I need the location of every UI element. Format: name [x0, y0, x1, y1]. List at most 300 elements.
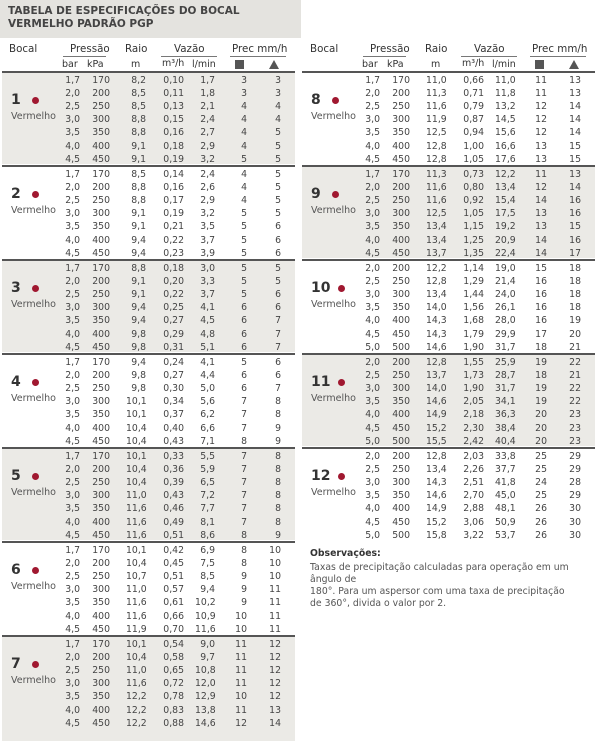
table-cell: 4,0 — [365, 503, 380, 515]
table-cell: 8 — [275, 451, 281, 462]
table-cell: 12,2 — [126, 717, 147, 729]
table-cell: 28,0 — [495, 315, 516, 327]
table-row — [2, 87, 295, 100]
table-row — [2, 529, 295, 542]
table-cell: 2,5 — [365, 464, 380, 476]
table-cell: 2,0 — [65, 182, 80, 194]
nozzle-color-label: Vermelho — [311, 205, 356, 216]
table-cell: 12 — [535, 101, 547, 113]
table-cell: 4,5 — [65, 435, 80, 447]
table-row — [2, 395, 295, 408]
table-cell: 7 — [241, 451, 247, 462]
table-cell: 16,6 — [495, 140, 516, 152]
table-cell: 1,90 — [463, 383, 484, 395]
table-cell: 0,45 — [163, 558, 184, 570]
table-cell: 11,0 — [495, 75, 516, 86]
table-cell: 250 — [392, 101, 410, 113]
table-row — [2, 126, 295, 139]
table-cell: 11,6 — [126, 529, 147, 541]
table-cell: 0,27 — [163, 315, 184, 327]
table-cell: 250 — [92, 195, 110, 207]
table-cell: 250 — [92, 665, 110, 677]
table-cell: 7 — [241, 477, 247, 489]
table-row — [2, 489, 295, 502]
table-cell: 4,0 — [365, 315, 380, 327]
header-bocal-left: Bocal — [9, 43, 38, 55]
table-cell: 0,17 — [163, 195, 184, 207]
block-divider — [2, 259, 295, 261]
table-cell: 250 — [92, 477, 110, 489]
table-cell: 3,0 — [65, 490, 80, 502]
table-cell: 0,78 — [163, 691, 184, 703]
table-cell: 200 — [92, 652, 110, 664]
table-row — [2, 544, 295, 557]
table-cell: 26,1 — [495, 302, 516, 314]
table-cell: 2,5 — [365, 370, 380, 382]
table-cell: 18 — [535, 341, 547, 353]
table-cell: 11 — [269, 597, 281, 609]
table-cell: 5,6 — [200, 396, 215, 408]
table-cell: 3,9 — [200, 247, 215, 259]
table-cell: 1,14 — [463, 263, 484, 274]
table-cell: 3,22 — [463, 529, 484, 541]
table-cell: 4,0 — [65, 516, 80, 528]
table-cell: 2,9 — [200, 195, 215, 207]
table-cell: 9,4 — [131, 357, 146, 368]
table-cell: 450 — [92, 153, 110, 165]
table-row — [302, 207, 595, 220]
table-cell: 16 — [569, 234, 581, 246]
table-cell: 20 — [569, 328, 581, 340]
table-cell: 4,0 — [65, 704, 80, 716]
table-cell: 12 — [269, 678, 281, 690]
table-cell: 13,4 — [495, 182, 516, 194]
table-cell: 29 — [569, 490, 581, 502]
table-cell: 0,33 — [163, 451, 184, 462]
table-cell: 19 — [535, 357, 547, 368]
table-cell: 5 — [241, 357, 247, 368]
table-row — [2, 369, 295, 382]
table-cell: 11,6 — [195, 623, 216, 635]
table-cell: 50,9 — [495, 516, 516, 528]
table-cell: 5 — [241, 153, 247, 165]
table-cell: 300 — [92, 396, 110, 408]
table-cell: 4,0 — [65, 328, 80, 340]
table-cell: 8 — [241, 545, 247, 556]
table-cell: 4 — [275, 114, 281, 126]
table-cell: 14,6 — [426, 341, 447, 353]
table-row — [2, 356, 295, 369]
table-cell: 3,0 — [65, 678, 80, 690]
table-cell: 4,0 — [65, 610, 80, 622]
table-cell: 4,0 — [365, 409, 380, 421]
nozzle-number: 7 — [11, 656, 21, 672]
table-cell: 3,2 — [200, 208, 215, 220]
table-row — [2, 422, 295, 435]
table-cell: 0,73 — [463, 169, 484, 180]
table-cell: 12,2 — [126, 704, 147, 716]
table-cell: 3,0 — [365, 383, 380, 395]
table-cell: 7,1 — [200, 435, 215, 447]
table-cell: 11 — [235, 652, 247, 664]
table-row — [302, 181, 595, 194]
table-cell: 4,5 — [65, 717, 80, 729]
table-cell: 7 — [241, 422, 247, 434]
table-row — [302, 220, 595, 233]
table-cell: 1,7 — [65, 545, 80, 556]
header-bocal-right: Bocal — [310, 43, 339, 55]
table-cell: 2,51 — [463, 477, 484, 489]
table-cell: 12 — [535, 114, 547, 126]
table-cell: 14,3 — [426, 477, 447, 489]
table-row — [2, 301, 295, 314]
table-cell: 18 — [569, 302, 581, 314]
table-cell: 10,1 — [126, 639, 147, 650]
table-cell: 8,5 — [131, 169, 146, 180]
table-cell: 8,2 — [131, 75, 146, 86]
table-cell: 20 — [535, 422, 547, 434]
table-cell: 16 — [535, 276, 547, 288]
table-row — [2, 502, 295, 515]
table-cell: 4 — [241, 182, 247, 194]
table-cell: 0,43 — [163, 435, 184, 447]
table-row — [2, 140, 295, 153]
table-row — [2, 596, 295, 609]
table-cell: 0,58 — [163, 652, 184, 664]
vazao-underline-right — [461, 56, 517, 57]
block-divider — [2, 165, 295, 167]
table-row — [302, 450, 595, 463]
table-cell: 26 — [535, 529, 547, 541]
table-cell: 400 — [392, 140, 410, 152]
table-cell: 350 — [92, 597, 110, 609]
table-cell: 0,36 — [163, 464, 184, 476]
table-cell: 3,5 — [365, 396, 380, 408]
triangle-pattern-icon — [569, 60, 579, 69]
table-cell: 6 — [275, 247, 281, 259]
table-cell: 200 — [392, 451, 410, 462]
nozzle-block — [302, 259, 595, 352]
table-cell: 14 — [569, 101, 581, 113]
table-cell: 200 — [92, 276, 110, 288]
table-cell: 6 — [241, 383, 247, 395]
header-lmin-right: l/min — [492, 59, 516, 70]
table-cell: 14,9 — [426, 503, 447, 515]
table-row — [2, 153, 295, 166]
table-cell: 3,5 — [65, 691, 80, 703]
table-cell: 4,0 — [365, 140, 380, 152]
table-cell: 450 — [92, 435, 110, 447]
table-cell: 7 — [275, 383, 281, 395]
table-cell: 400 — [92, 234, 110, 246]
table-cell: 0,66 — [463, 75, 484, 86]
table-cell: 350 — [392, 127, 410, 139]
table-row — [302, 113, 595, 126]
nozzle-number: 3 — [11, 280, 21, 296]
table-cell: 2,0 — [65, 88, 80, 100]
table-row — [2, 288, 295, 301]
table-cell: 11 — [235, 665, 247, 677]
table-cell: 13,7 — [426, 370, 447, 382]
table-cell: 0,49 — [163, 516, 184, 528]
table-cell: 11,9 — [126, 623, 147, 635]
table-cell: 5 — [241, 289, 247, 301]
table-cell: 30 — [569, 503, 581, 515]
nozzle-number: 9 — [311, 186, 321, 202]
table-cell: 9,8 — [131, 370, 146, 382]
table-cell: 12,8 — [426, 153, 447, 165]
table-cell: 4,8 — [200, 328, 215, 340]
header-vazao-right: Vazão — [474, 43, 505, 55]
table-cell: 9 — [241, 597, 247, 609]
table-cell: 3 — [275, 75, 281, 86]
nozzle-block — [2, 71, 295, 164]
table-row — [2, 275, 295, 288]
table-cell: 9,1 — [131, 289, 146, 301]
table-cell: 0,94 — [463, 127, 484, 139]
table-cell: 300 — [92, 584, 110, 596]
table-cell: 11,3 — [426, 88, 447, 100]
pressao-underline-left — [63, 56, 106, 57]
table-cell: 19 — [535, 383, 547, 395]
table-cell: 20 — [535, 409, 547, 421]
table-cell: 11,6 — [126, 503, 147, 515]
table-cell: 3,5 — [65, 409, 80, 421]
table-cell: 11 — [269, 610, 281, 622]
table-cell: 7,2 — [200, 490, 215, 502]
table-cell: 350 — [92, 127, 110, 139]
table-row — [302, 126, 595, 139]
table-cell: 0,22 — [163, 289, 184, 301]
table-cell: 450 — [92, 717, 110, 729]
table-cell: 200 — [392, 182, 410, 194]
table-cell: 4,0 — [65, 140, 80, 152]
table-cell: 2,5 — [65, 383, 80, 395]
table-row — [2, 717, 295, 730]
table-row — [302, 356, 595, 369]
table-cell: 250 — [92, 101, 110, 113]
nozzle-color-label: Vermelho — [311, 393, 356, 404]
table-cell: 0,65 — [163, 665, 184, 677]
table-cell: 5,0 — [365, 529, 380, 541]
table-cell: 3,5 — [365, 302, 380, 314]
table-cell: 29 — [569, 451, 581, 462]
table-cell: 14,9 — [426, 409, 447, 421]
table-cell: 15,8 — [426, 529, 447, 541]
table-cell: 19,2 — [495, 221, 516, 233]
table-cell: 10,1 — [126, 545, 147, 556]
block-divider — [2, 541, 295, 543]
table-cell: 170 — [92, 357, 110, 368]
table-row — [2, 262, 295, 275]
table-cell: 6 — [275, 357, 281, 368]
table-cell: 18 — [535, 370, 547, 382]
table-cell: 20,9 — [495, 234, 516, 246]
table-cell: 350 — [92, 503, 110, 515]
table-cell: 3,5 — [65, 127, 80, 139]
table-cell: 4 — [241, 101, 247, 113]
table-cell: 13 — [569, 169, 581, 180]
table-cell: 13 — [535, 208, 547, 220]
table-cell: 350 — [392, 490, 410, 502]
table-cell: 37,7 — [495, 464, 516, 476]
table-cell: 9,1 — [131, 221, 146, 233]
table-cell: 2,0 — [65, 652, 80, 664]
table-cell: 2,5 — [365, 101, 380, 113]
block-divider — [302, 165, 595, 167]
table-cell: 0,51 — [163, 529, 184, 541]
table-cell: 8,8 — [131, 114, 146, 126]
nozzle-block — [2, 447, 295, 540]
table-cell: 8 — [275, 396, 281, 408]
table-cell: 2,0 — [365, 182, 380, 194]
table-cell: 6 — [275, 289, 281, 301]
table-row — [302, 328, 595, 341]
table-cell: 4,5 — [365, 153, 380, 165]
block-divider — [2, 71, 295, 73]
table-cell: 22,4 — [495, 247, 516, 259]
table-cell: 450 — [392, 247, 410, 259]
table-cell: 13,4 — [426, 464, 447, 476]
table-cell: 11 — [235, 678, 247, 690]
nozzle-number: 12 — [311, 468, 331, 484]
table-cell: 15 — [569, 153, 581, 165]
table-cell: 4 — [275, 101, 281, 113]
table-cell: 11 — [235, 639, 247, 650]
table-row — [2, 181, 295, 194]
table-cell: 4,4 — [200, 370, 215, 382]
table-cell: 3,5 — [65, 597, 80, 609]
table-cell: 5,0 — [200, 383, 215, 395]
table-cell: 0,46 — [163, 503, 184, 515]
table-cell: 6 — [275, 370, 281, 382]
table-row — [302, 502, 595, 515]
table-cell: 6 — [241, 370, 247, 382]
table-cell: 11,3 — [426, 169, 447, 180]
table-cell: 0,42 — [163, 545, 184, 556]
table-cell: 11 — [269, 623, 281, 635]
table-cell: 3,5 — [365, 221, 380, 233]
table-cell: 23 — [569, 409, 581, 421]
table-cell: 3,5 — [200, 221, 215, 233]
table-cell: 7 — [241, 490, 247, 502]
table-cell: 3,5 — [365, 127, 380, 139]
table-cell: 5 — [275, 140, 281, 152]
table-cell: 400 — [92, 140, 110, 152]
table-cell: 250 — [392, 464, 410, 476]
table-cell: 350 — [392, 221, 410, 233]
table-row — [302, 516, 595, 529]
table-cell: 1,55 — [463, 357, 484, 368]
table-cell: 3,5 — [65, 221, 80, 233]
table-cell: 2,0 — [365, 357, 380, 368]
table-row — [302, 369, 595, 382]
table-cell: 3,0 — [365, 289, 380, 301]
table-cell: 25 — [535, 490, 547, 502]
nozzle-color-label: Vermelho — [311, 487, 356, 498]
table-cell: 10 — [235, 691, 247, 703]
table-cell: 16 — [569, 195, 581, 207]
table-cell: 25 — [535, 451, 547, 462]
prec-underline-right — [530, 56, 586, 57]
table-row — [2, 610, 295, 623]
table-row — [2, 100, 295, 113]
table-cell: 0,72 — [163, 678, 184, 690]
table-cell: 8 — [275, 490, 281, 502]
table-row — [302, 168, 595, 181]
nozzle-number: 6 — [11, 562, 21, 578]
nozzle-block — [302, 353, 595, 446]
table-cell: 0,30 — [163, 383, 184, 395]
table-cell: 3,5 — [65, 315, 80, 327]
table-cell: 13,4 — [426, 234, 447, 246]
nozzle-number: 1 — [11, 92, 21, 108]
table-cell: 2,0 — [65, 464, 80, 476]
table-cell: 400 — [92, 328, 110, 340]
table-cell: 250 — [392, 276, 410, 288]
table-cell: 0,39 — [163, 477, 184, 489]
table-cell: 4 — [241, 169, 247, 180]
table-cell: 5 — [275, 153, 281, 165]
table-cell: 12,8 — [426, 276, 447, 288]
table-cell: 250 — [92, 571, 110, 583]
table-cell: 7 — [275, 341, 281, 353]
table-cell: 9 — [275, 422, 281, 434]
table-cell: 6 — [275, 302, 281, 314]
table-cell: 20 — [535, 435, 547, 447]
table-cell: 6,9 — [200, 545, 215, 556]
table-cell: 7 — [275, 315, 281, 327]
table-cell: 13 — [269, 704, 281, 716]
table-cell: 2,42 — [463, 435, 484, 447]
table-cell: 31,7 — [495, 341, 516, 353]
table-row — [302, 529, 595, 542]
table-cell: 1,7 — [65, 639, 80, 650]
table-cell: 18 — [569, 289, 581, 301]
table-cell: 2,0 — [65, 370, 80, 382]
table-cell: 0,20 — [163, 276, 184, 288]
table-row — [302, 463, 595, 476]
table-cell: 1,7 — [65, 263, 80, 274]
header-raio-left: Raio — [125, 43, 148, 55]
header-m-left: m — [131, 59, 141, 70]
table-cell: 4,5 — [365, 247, 380, 259]
table-row — [2, 638, 295, 651]
table-cell: 11 — [535, 88, 547, 100]
table-cell: 22 — [569, 396, 581, 408]
header-m3h-right: m³/h — [462, 58, 485, 69]
table-cell: 53,7 — [495, 529, 516, 541]
table-row — [2, 651, 295, 664]
table-row — [2, 408, 295, 421]
table-cell: 13 — [569, 88, 581, 100]
table-cell: 9,1 — [131, 140, 146, 152]
table-cell: 2,5 — [65, 665, 80, 677]
table-cell: 11,6 — [126, 678, 147, 690]
table-cell: 17 — [569, 247, 581, 259]
table-cell: 14,3 — [426, 328, 447, 340]
table-cell: 9,8 — [131, 341, 146, 353]
table-cell: 3,2 — [200, 153, 215, 165]
table-cell: 2,5 — [365, 276, 380, 288]
table-cell: 170 — [392, 75, 410, 86]
table-cell: 9,8 — [131, 383, 146, 395]
table-cell: 2,5 — [365, 195, 380, 207]
table-cell: 9,8 — [131, 328, 146, 340]
table-cell: 450 — [392, 328, 410, 340]
table-cell: 2,7 — [200, 127, 215, 139]
nozzle-color-label: Vermelho — [11, 581, 56, 592]
